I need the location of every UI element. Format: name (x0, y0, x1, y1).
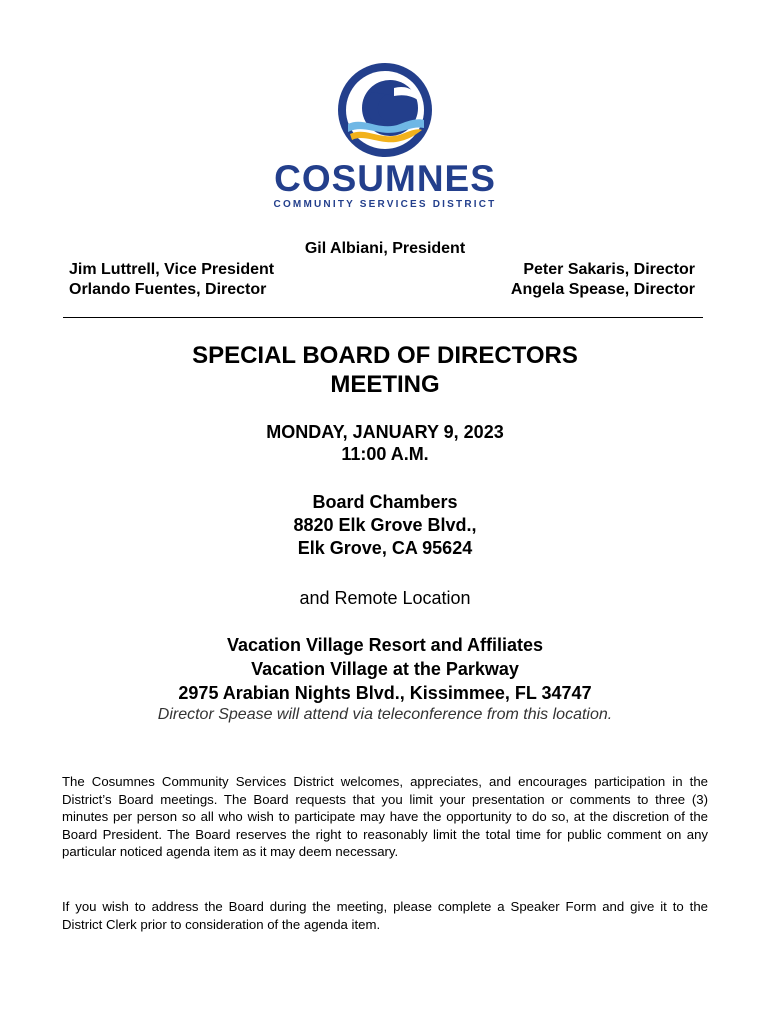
board-president: Gil Albiani, President (304, 240, 466, 257)
meeting-datetime (0, 421, 770, 465)
remote-line: Vacation Village at the Parkway (251, 659, 519, 679)
meeting-time: 11:00 A.M. (341, 444, 429, 464)
logo-wordmark: COSUMNES (274, 158, 496, 199)
speaker-paragraph: If you wish to address the Board during the meeting, please complete a Speaker Form and give it to the District Clerk prior to consideration of the agenda item. (62, 899, 708, 932)
board-member: Angela Spease, Director (510, 281, 695, 298)
remote-note: Director Spease will attend via teleconference from this location. (157, 706, 613, 723)
header-divider (63, 317, 703, 318)
venue-line: Board Chambers (312, 492, 458, 512)
logo-emblem-icon (268, 62, 502, 162)
board-right-column (511, 260, 695, 300)
board-left-column (69, 260, 274, 300)
welcome-paragraph: The Cosumnes Community Services District welcomes, appreciates, and encourages participation in the District’s Board meetings. The Board requests that you limit your presentation or comments to three (3) minutes per person so all who wish to participate may have the opportunity to do so, at the discretion of the Board President. The Board reserves the right to reasonably limit the total time for public comment on any particular noticed agenda item as it may deem necessary. (62, 774, 708, 860)
venue-line: 8820 Elk Grove Blvd., (293, 515, 477, 535)
remote-location (0, 633, 770, 705)
meeting-title (0, 341, 770, 399)
district-logo (268, 62, 502, 218)
remote-line: Vacation Village Resort and Affiliates (226, 635, 544, 655)
remote-intro: and Remote Location (299, 588, 471, 608)
board-member: Peter Sakaris, Director (523, 261, 695, 278)
board-member: Orlando Fuentes, Director (69, 281, 267, 298)
meeting-venue (0, 491, 770, 560)
board-member: Jim Luttrell, Vice President (69, 261, 275, 278)
logo-tagline: COMMUNITY SERVICES DISTRICT (273, 199, 497, 210)
meeting-date: MONDAY, JANUARY 9, 2023 (266, 422, 504, 442)
title-line: MEETING (330, 371, 440, 398)
venue-line: Elk Grove, CA 95624 (297, 538, 473, 558)
remote-line: 2975 Arabian Nights Blvd., Kissimmee, FL 34747 (178, 683, 592, 703)
title-line: SPECIAL BOARD OF DIRECTORS (192, 342, 578, 369)
